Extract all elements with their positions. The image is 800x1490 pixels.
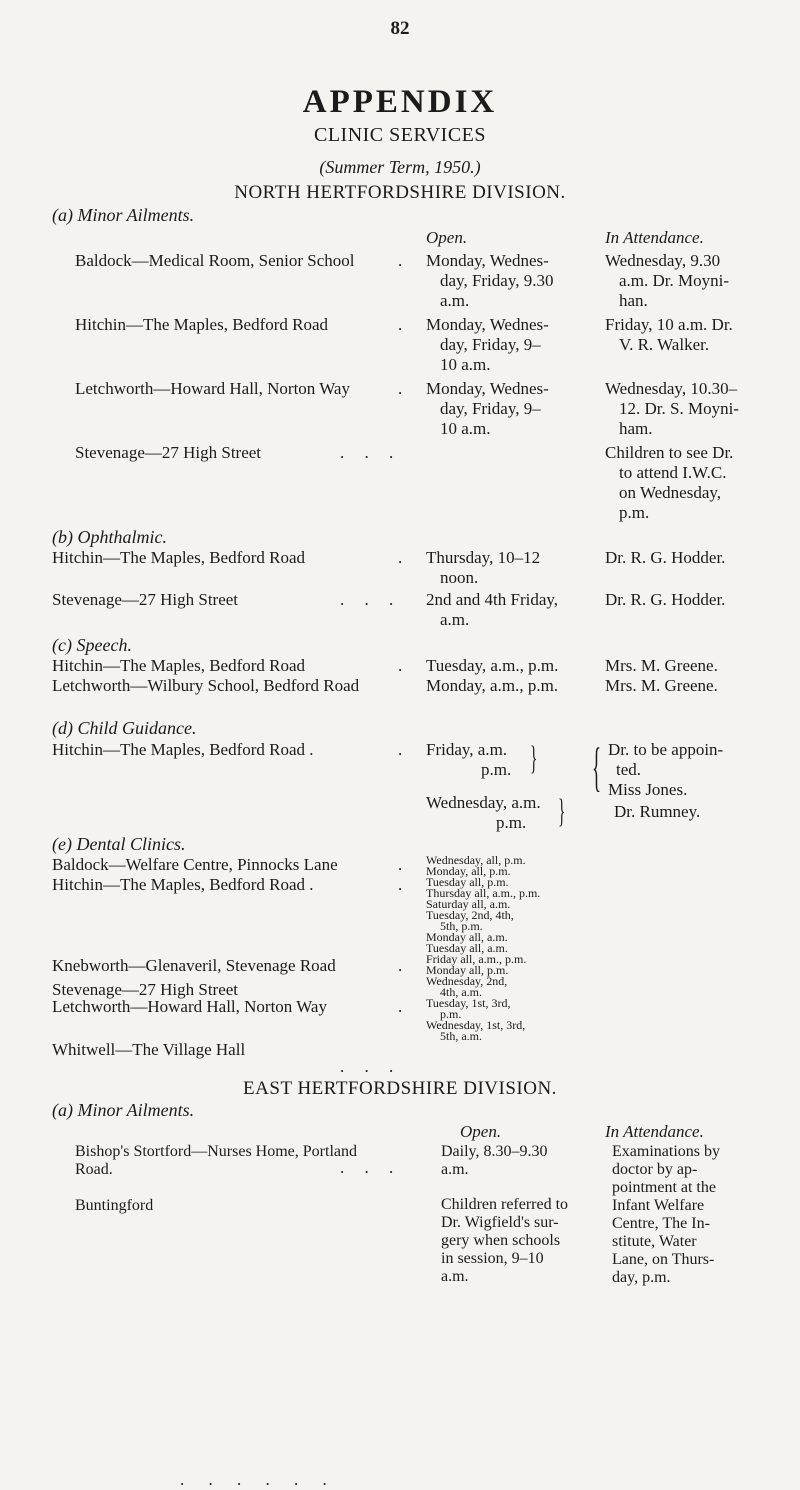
east-buntingford-open: Children referred to Dr. Wigfield's sur- gery when schools in session, 9–10 a.m.: [441, 1196, 569, 1285]
right-brace-icon: }: [558, 793, 566, 830]
leader-dots: . . .: [340, 443, 402, 462]
north-division-heading: NORTH HERTFORDSHIRE DIVISION.: [234, 182, 566, 203]
ophthalmic-attendance-hitchin: Dr. R. G. Hodder.: [605, 548, 726, 567]
east-minor-label: (a) Minor Ailments.: [52, 1100, 195, 1120]
leader-dot: .: [398, 315, 403, 334]
east-bishops-attendance: Examinations by doctor by ap- pointment at the Infant Welfare Centre, The In- stitute, Water Lane, on Thurs- day, p.m.: [612, 1143, 720, 1286]
minor-attendance-stevenage: Children to see Dr. to attend I.W.C. on Wednesday, p.m.: [605, 443, 734, 522]
leader-dot: .: [398, 251, 403, 270]
leader-dot: .: [398, 997, 403, 1016]
page-number: 82: [390, 18, 410, 39]
ophthalmic-place-hitchin: Hitchin—The Maples, Bedford Road: [52, 548, 306, 567]
page-title: APPENDIX: [302, 84, 498, 120]
minor-place-hitchin: Hitchin—The Maples, Bedford Road: [75, 315, 329, 334]
dental-place-knebworth: Knebworth—Glenaveril, Stevenage Road: [52, 956, 336, 975]
leader-dot: .: [398, 875, 403, 894]
leader-dot: .: [398, 379, 403, 398]
leader-dots: . . .: [340, 1057, 402, 1076]
leader-dot: .: [398, 656, 403, 675]
dental-place-baldock: Baldock—Welfare Centre, Pinnocks Lane: [52, 855, 338, 874]
leader-dots: . . . . . .: [180, 1470, 337, 1489]
ophthalmic-open-hitchin: Thursday, 10–12 noon.: [426, 548, 541, 587]
minor-place-baldock: Baldock—Medical Room, Senior School: [75, 251, 355, 270]
dental-place-stevenage: Stevenage—27 High Street: [52, 980, 239, 999]
east-division-heading: EAST HERTFORDSHIRE DIVISION.: [243, 1078, 557, 1099]
subtitle: CLINIC SERVICES: [313, 124, 487, 146]
minor-attendance-hitchin: Friday, 10 a.m. Dr. V. R. Walker.: [605, 315, 733, 354]
dental-open-schedule: Wednesday, all, p.m. Monday, all, p.m. Tuesday all, p.m. Thursday all, a.m., p.m. Saturday all, a.m. Tuesday, 2nd, 4th, 5th, p.m. Monday all, a.m. Tuesday all, a.m. Friday all, a.m., p.m. Monday all, p.m. Wednesday, 2nd, 4th, a.m. Tuesday, 1st, 3rd, p.m. Wednesday, 1st, 3rd, 5th, a.m.: [426, 853, 541, 1043]
minor-place-letchworth: Letchworth—Howard Hall, Norton Way: [75, 379, 350, 398]
ophthalmic-open-stevenage: 2nd and 4th Friday, a.m.: [426, 590, 559, 629]
speech-place-hitchin: Hitchin—The Maples, Bedford Road: [52, 656, 306, 675]
right-brace-icon: }: [530, 740, 538, 777]
child-guidance-place: Hitchin—The Maples, Bedford Road .: [52, 740, 314, 759]
left-brace-icon: {: [592, 737, 602, 797]
leader-dot: .: [398, 855, 403, 874]
ophthalmic-attendance-stevenage: Dr. R. G. Hodder.: [605, 590, 726, 609]
north-speech-label: (c) Speech.: [52, 635, 132, 655]
north-minor-label: (a) Minor Ailments.: [52, 205, 195, 225]
speech-open-letchworth: Monday, a.m., p.m.: [426, 676, 559, 695]
ophthalmic-place-stevenage: Stevenage—27 High Street: [52, 590, 239, 609]
minor-place-stevenage: Stevenage—27 High Street: [75, 443, 262, 462]
east-col-open: Open.: [460, 1122, 502, 1141]
leader-dot: .: [398, 548, 403, 567]
north-col-open: Open.: [426, 228, 468, 247]
east-bishops-place: Bishop's Stortford—Nurses Home, Portland Road.: [75, 1143, 357, 1178]
speech-attendance-letchworth: Mrs. M. Greene.: [605, 676, 718, 695]
child-guidance-attendance-wednesday: Dr. Rumney.: [614, 802, 701, 821]
north-ophthalmic-label: (b) Ophthalmic.: [52, 527, 167, 547]
minor-open-hitchin: Monday, Wednes- day, Friday, 9– 10 a.m.: [426, 315, 549, 374]
leader-dot: .: [398, 740, 403, 759]
east-bishops-open: Daily, 8.30–9.30 a.m.: [441, 1143, 548, 1178]
child-guidance-friday: Friday, a.m. p.m.: [426, 740, 512, 779]
speech-open-hitchin: Tuesday, a.m., p.m.: [426, 656, 559, 675]
minor-open-letchworth: Monday, Wednes- day, Friday, 9– 10 a.m.: [426, 379, 549, 438]
east-buntingford-place: Buntingford: [75, 1197, 154, 1214]
child-guidance-wednesday: Wednesday, a.m. p.m.: [426, 793, 541, 832]
dental-place-hitchin: Hitchin—The Maples, Bedford Road .: [52, 875, 314, 894]
east-col-attendance: In Attendance.: [605, 1122, 704, 1141]
leader-dots: . . .: [340, 1158, 402, 1177]
minor-attendance-letchworth: Wednesday, 10.30– 12. Dr. S. Moyni- ham.: [605, 379, 739, 438]
north-child-guidance-label: (d) Child Guidance.: [52, 718, 197, 738]
leader-dots: . . .: [340, 590, 402, 609]
north-dental-label: (e) Dental Clinics.: [52, 834, 186, 854]
minor-open-baldock: Monday, Wednes- day, Friday, 9.30 a.m.: [426, 251, 554, 310]
term-line: (Summer Term, 1950.): [319, 157, 481, 177]
speech-place-letchworth: Letchworth—Wilbury School, Bedford Road: [52, 676, 360, 695]
leader-dot: .: [398, 956, 403, 975]
minor-attendance-baldock: Wednesday, 9.30 a.m. Dr. Moyni- han.: [605, 251, 730, 310]
dental-place-whitwell: Whitwell—The Village Hall: [52, 1040, 246, 1059]
north-col-attendance: In Attendance.: [605, 228, 704, 247]
speech-attendance-hitchin: Mrs. M. Greene.: [605, 656, 718, 675]
dental-place-letchworth: Letchworth—Howard Hall, Norton Way: [52, 997, 327, 1016]
child-guidance-attendance-friday: Dr. to be appoin- ted. Miss Jones.: [608, 740, 724, 799]
